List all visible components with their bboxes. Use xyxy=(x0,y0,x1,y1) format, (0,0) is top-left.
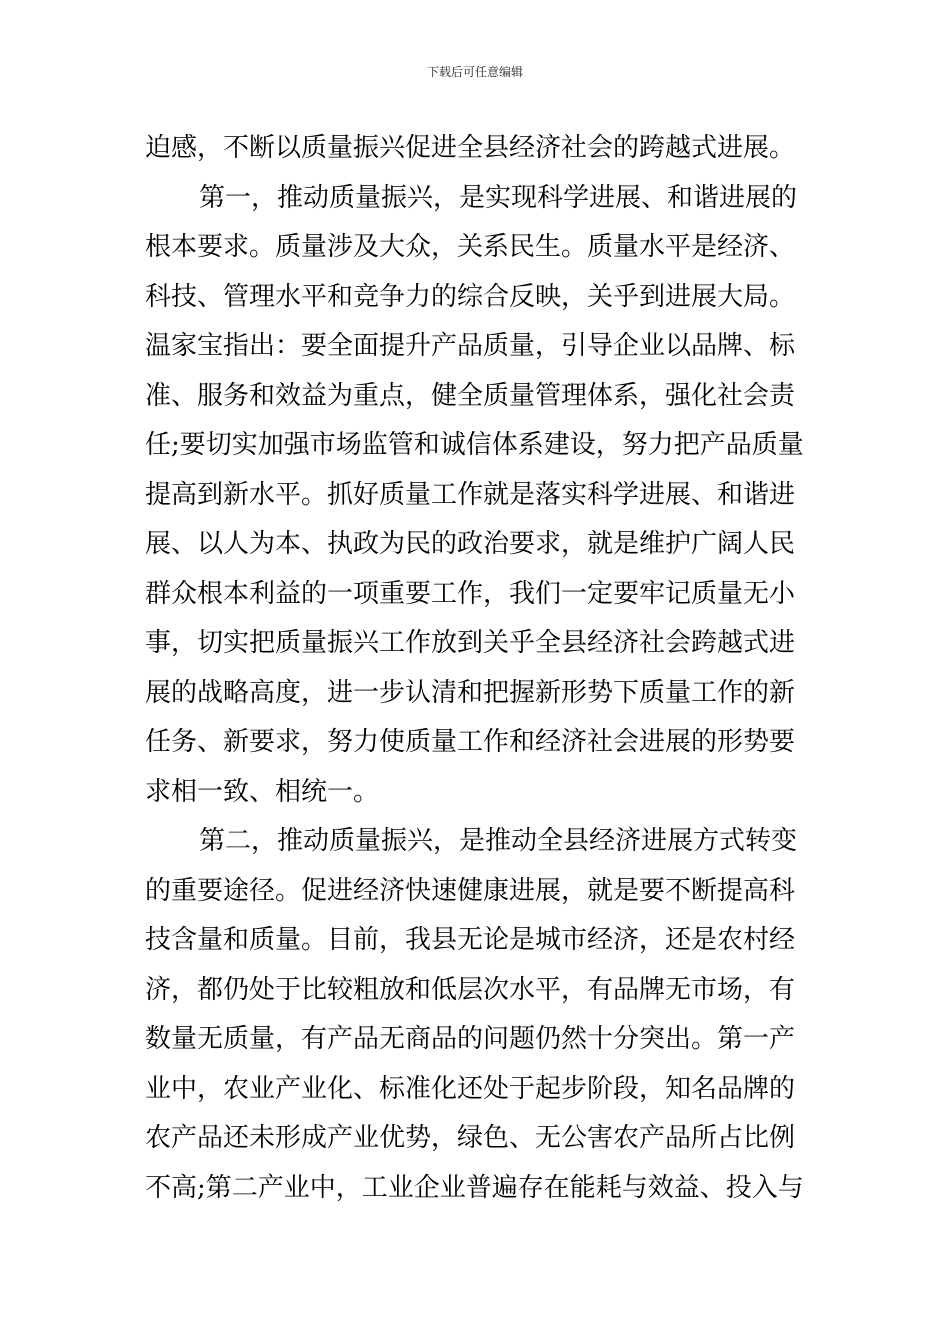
text-line: 提高到新水平。抓好质量工作就是落实科学进展、和谐进 xyxy=(145,479,796,510)
paragraph-first-line: 第一，推动质量振兴，是实现科学进展、和谐进展的 xyxy=(199,182,798,213)
page-header: 下载后可任意编辑 xyxy=(426,65,523,79)
text-line: 根本要求。质量涉及大众，关系民生。质量水平是经济、 xyxy=(145,232,796,262)
text-line: 不高;第二产业中，工业企业普遍存在能耗与效益、投入与 xyxy=(145,1172,804,1203)
text-line: 济，都仍处于比较粗放和低层次水平，有品牌无市场，有 xyxy=(145,974,796,1005)
text-line: 温家宝指出：要全面提升产品质量，引导企业以品牌、标 xyxy=(145,331,796,361)
text-line: 迫感，不断以质量振兴促进全县经济社会的跨越式进展。 xyxy=(145,133,796,163)
text-line: 技含量和质量。目前，我县无论是城市经济，还是农村经 xyxy=(145,925,796,955)
text-line: 展、以人为本、执政为民的政治要求，就是维护广阔人民 xyxy=(145,529,796,559)
text-line: 事，切实把质量振兴工作放到关乎全县经济社会跨越式进 xyxy=(145,628,796,658)
text-line: 农产品还未形成产业优势，绿色、无公害农产品所占比例 xyxy=(145,1123,796,1153)
text-line: 的重要途径。促进经济快速健康进展，就是要不断提高科 xyxy=(145,875,796,906)
text-line: 求相一致、相统一。 xyxy=(145,776,380,807)
document-body xyxy=(145,124,815,1213)
text-line: 群众根本利益的一项重要工作，我们一定要牢记质量无小 xyxy=(145,578,796,609)
text-line: 展的战略高度，进一步认清和把握新形势下质量工作的新 xyxy=(145,677,796,708)
text-line: 数量无质量，有产品无商品的问题仍然十分突出。第一产 xyxy=(145,1024,796,1054)
text-line: 任;要切实加强市场监管和诚信体系建设，努力把产品质量 xyxy=(145,430,804,460)
text-line: 业中，农业产业化、标准化还处于起步阶段，知名品牌的 xyxy=(145,1073,796,1104)
text-line: 准、服务和效益为重点，健全质量管理体系，强化社会责 xyxy=(145,380,796,411)
paragraph-first-line: 第二，推动质量振兴，是推动全县经济进展方式转变 xyxy=(199,826,798,856)
text-line: 任务、新要求，努力使质量工作和经济社会进展的形势要 xyxy=(145,727,796,757)
text-line: 科技、管理水平和竞争力的综合反映，关乎到进展大局。 xyxy=(145,281,796,312)
